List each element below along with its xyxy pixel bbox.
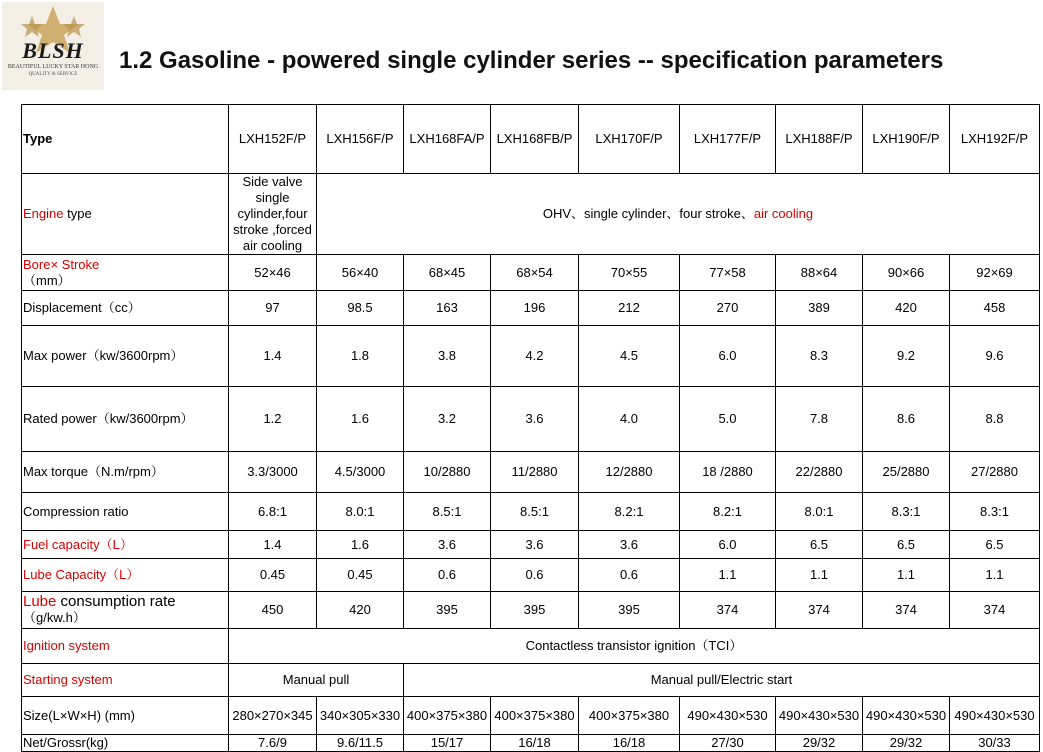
fuel-capacity-cell: 3.6 (404, 531, 491, 559)
fuel-capacity-cell: 1.4 (229, 531, 317, 559)
rated-power-cell: 8.8 (950, 387, 1040, 452)
model-header: LXH177F/P (680, 105, 776, 174)
logo-subtagline: QUALITY & SERVICE (28, 72, 78, 77)
bore-stroke-cell: 70×55 (579, 255, 680, 291)
rated-power-cell: 3.2 (404, 387, 491, 452)
max-power-cell: 1.8 (317, 326, 404, 387)
weight-cell: 15/17 (404, 735, 491, 752)
rated-power-cell: 5.0 (680, 387, 776, 452)
bore-stroke-cell: 77×58 (680, 255, 776, 291)
compression-cell: 6.8:1 (229, 493, 317, 531)
row-lube-consumption (22, 592, 1040, 629)
ignition-value: Contactless transistor ignition（TCI） (229, 629, 1040, 664)
size-cell: 280×270×345 (229, 697, 317, 735)
row-max-torque (22, 452, 1040, 493)
size-cell: 400×375×380 (404, 697, 491, 735)
model-header: LXH170F/P (579, 105, 680, 174)
lube-capacity-cell: 0.6 (491, 559, 579, 592)
rated-power-cell: 3.6 (491, 387, 579, 452)
fuel-capacity-cell: 6.5 (950, 531, 1040, 559)
max-power-label: Max power（kw/3600rpm） (22, 326, 229, 387)
weight-cell: 7.6/9 (229, 735, 317, 752)
type-label: Type (22, 105, 229, 174)
lube-consumption-cell: 420 (317, 592, 404, 629)
starting-label: Starting system (22, 664, 229, 697)
lube-consumption-label: Lube consumption rate （g/kw.h） (22, 592, 229, 629)
row-bore-stroke (22, 255, 1040, 291)
max-power-cell: 4.2 (491, 326, 579, 387)
bore-stroke-cell: 68×45 (404, 255, 491, 291)
max-power-cell: 6.0 (680, 326, 776, 387)
row-ignition (22, 629, 1040, 664)
compression-cell: 8.3:1 (863, 493, 950, 531)
fuel-capacity-cell: 1.6 (317, 531, 404, 559)
size-cell: 490×430×530 (776, 697, 863, 735)
row-weight (22, 735, 1040, 752)
lube-consumption-cell: 395 (404, 592, 491, 629)
lube-capacity-cell: 0.6 (404, 559, 491, 592)
compression-cell: 8.3:1 (950, 493, 1040, 531)
max-power-cell: 1.4 (229, 326, 317, 387)
company-logo (2, 2, 104, 90)
row-lube-capacity (22, 559, 1040, 592)
lube-consumption-cell: 450 (229, 592, 317, 629)
ignition-label: Ignition system (22, 629, 229, 664)
lube-capacity-cell: 0.45 (229, 559, 317, 592)
lube-capacity-cell: 0.6 (579, 559, 680, 592)
page-title: 1.2 Gasoline - powered single cylinder series -- specification parameters (119, 47, 944, 74)
size-cell: 490×430×530 (680, 697, 776, 735)
max-torque-label: Max torque（N.m/rpm） (22, 452, 229, 493)
engine-type-first: Side valve single cylinder,four stroke ,forced air cooling (229, 174, 317, 255)
logo-brand: BLSH (22, 38, 84, 63)
size-cell: 340×305×330 (317, 697, 404, 735)
compression-cell: 8.2:1 (579, 493, 680, 531)
lube-consumption-cell: 395 (491, 592, 579, 629)
bore-stroke-cell: 92×69 (950, 255, 1040, 291)
displacement-cell: 458 (950, 291, 1040, 326)
compression-cell: 8.0:1 (317, 493, 404, 531)
size-label: Size(L×W×H) (mm) (22, 697, 229, 735)
model-header: LXH168FA/P (404, 105, 491, 174)
weight-label: Net/Grossr(kg) (22, 735, 229, 752)
weight-cell: 16/18 (579, 735, 680, 752)
starting-electric: Manual pull/Electric start (404, 664, 1040, 697)
compression-cell: 8.2:1 (680, 493, 776, 531)
fuel-capacity-cell: 3.6 (491, 531, 579, 559)
lube-capacity-cell: 1.1 (863, 559, 950, 592)
compression-label: Compression ratio (22, 493, 229, 531)
max-torque-cell: 12/2880 (579, 452, 680, 493)
row-engine-type (22, 174, 1040, 255)
fuel-capacity-cell: 6.5 (863, 531, 950, 559)
lube-capacity-cell: 0.45 (317, 559, 404, 592)
lube-consumption-cell: 374 (680, 592, 776, 629)
max-torque-cell: 18 /2880 (680, 452, 776, 493)
weight-cell: 29/32 (863, 735, 950, 752)
displacement-label: Displacement（cc） (22, 291, 229, 326)
model-header: LXH188F/P (776, 105, 863, 174)
model-header: LXH190F/P (863, 105, 950, 174)
rated-power-cell: 8.6 (863, 387, 950, 452)
fuel-capacity-cell: 6.5 (776, 531, 863, 559)
displacement-cell: 389 (776, 291, 863, 326)
compression-cell: 8.5:1 (491, 493, 579, 531)
max-power-cell: 9.2 (863, 326, 950, 387)
size-cell: 400×375×380 (579, 697, 680, 735)
row-type (22, 105, 1040, 174)
rated-power-cell: 4.0 (579, 387, 680, 452)
max-torque-cell: 22/2880 (776, 452, 863, 493)
displacement-cell: 98.5 (317, 291, 404, 326)
displacement-cell: 97 (229, 291, 317, 326)
max-torque-cell: 10/2880 (404, 452, 491, 493)
compression-cell: 8.5:1 (404, 493, 491, 531)
displacement-cell: 270 (680, 291, 776, 326)
displacement-cell: 420 (863, 291, 950, 326)
max-power-cell: 9.6 (950, 326, 1040, 387)
model-header: LXH192F/P (950, 105, 1040, 174)
spec-table (21, 104, 1040, 752)
weight-cell: 29/32 (776, 735, 863, 752)
row-fuel-capacity (22, 531, 1040, 559)
displacement-cell: 212 (579, 291, 680, 326)
model-header: LXH156F/P (317, 105, 404, 174)
weight-cell: 27/30 (680, 735, 776, 752)
starting-manual: Manual pull (229, 664, 404, 697)
displacement-cell: 196 (491, 291, 579, 326)
lube-capacity-cell: 1.1 (776, 559, 863, 592)
model-header: LXH168FB/P (491, 105, 579, 174)
bore-stroke-cell: 56×40 (317, 255, 404, 291)
max-torque-cell: 3.3/3000 (229, 452, 317, 493)
row-compression (22, 493, 1040, 531)
lube-consumption-cell: 374 (950, 592, 1040, 629)
bore-stroke-cell: 88×64 (776, 255, 863, 291)
size-cell: 490×430×530 (950, 697, 1040, 735)
row-rated-power (22, 387, 1040, 452)
bore-stroke-label: Bore× Stroke （mm） (22, 255, 229, 291)
row-starting (22, 664, 1040, 697)
lube-consumption-cell: 374 (863, 592, 950, 629)
fuel-capacity-cell: 6.0 (680, 531, 776, 559)
max-power-cell: 8.3 (776, 326, 863, 387)
engine-type-label: Engine type (22, 174, 229, 255)
logo-tagline: BEAUTIFUL LUCKY STAR HONG (7, 64, 99, 70)
row-displacement (22, 291, 1040, 326)
max-torque-cell: 11/2880 (491, 452, 579, 493)
lube-capacity-cell: 1.1 (680, 559, 776, 592)
max-torque-cell: 27/2880 (950, 452, 1040, 493)
lube-capacity-cell: 1.1 (950, 559, 1040, 592)
lube-consumption-cell: 395 (579, 592, 680, 629)
max-torque-cell: 25/2880 (863, 452, 950, 493)
weight-cell: 16/18 (491, 735, 579, 752)
displacement-cell: 163 (404, 291, 491, 326)
engine-type-others: OHV、single cylinder、four stroke、air cooling (317, 174, 1040, 255)
lube-capacity-label: Lube Capacity（L） (22, 559, 229, 592)
size-cell: 400×375×380 (491, 697, 579, 735)
rated-power-label: Rated power（kw/3600rpm） (22, 387, 229, 452)
weight-cell: 30/33 (950, 735, 1040, 752)
rated-power-cell: 7.8 (776, 387, 863, 452)
bore-stroke-cell: 52×46 (229, 255, 317, 291)
fuel-capacity-cell: 3.6 (579, 531, 680, 559)
compression-cell: 8.0:1 (776, 493, 863, 531)
bore-stroke-cell: 68×54 (491, 255, 579, 291)
rated-power-cell: 1.6 (317, 387, 404, 452)
max-power-cell: 4.5 (579, 326, 680, 387)
max-torque-cell: 4.5/3000 (317, 452, 404, 493)
lube-consumption-cell: 374 (776, 592, 863, 629)
row-size (22, 697, 1040, 735)
fuel-capacity-label: Fuel capacity（L） (22, 531, 229, 559)
bore-stroke-cell: 90×66 (863, 255, 950, 291)
max-power-cell: 3.8 (404, 326, 491, 387)
size-cell: 490×430×530 (863, 697, 950, 735)
row-max-power (22, 326, 1040, 387)
weight-cell: 9.6/11.5 (317, 735, 404, 752)
rated-power-cell: 1.2 (229, 387, 317, 452)
model-header: LXH152F/P (229, 105, 317, 174)
